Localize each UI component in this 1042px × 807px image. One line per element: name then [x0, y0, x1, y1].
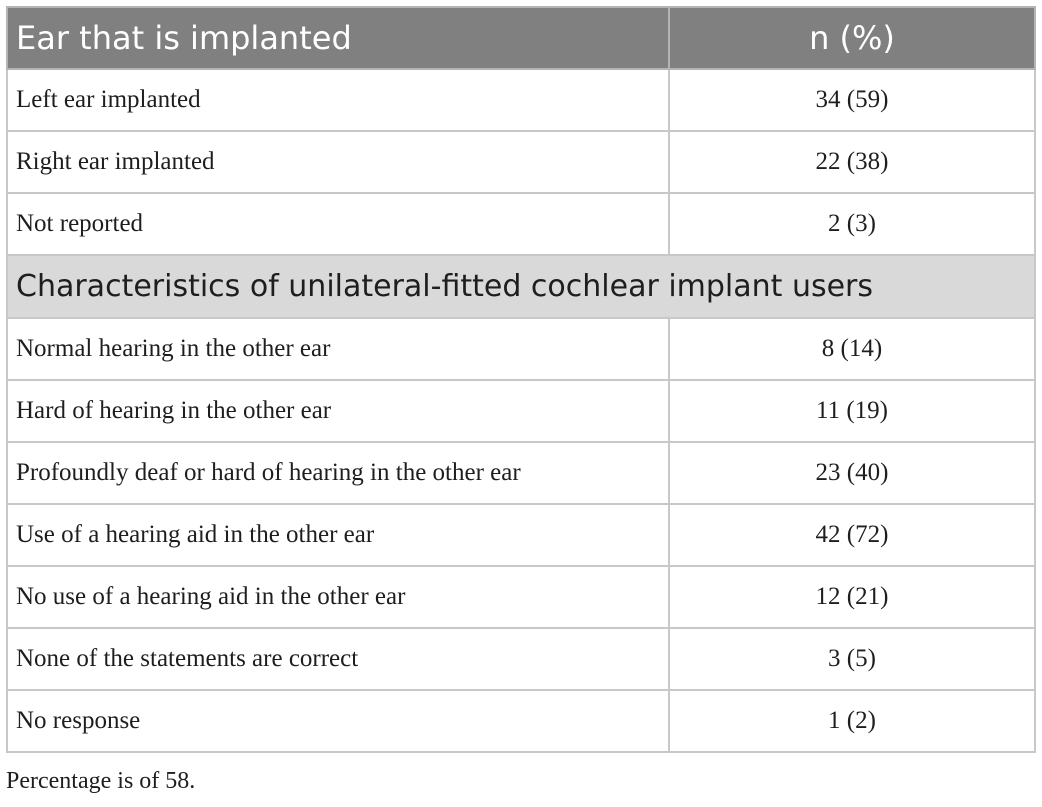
row-label: No use of a hearing aid in the other ear [7, 566, 669, 628]
table-row [7, 628, 1035, 690]
row-value: 22 (38) [669, 131, 1035, 193]
row-value: 2 (3) [669, 193, 1035, 255]
row-value: 23 (40) [669, 442, 1035, 504]
row-value: 34 (59) [669, 69, 1035, 131]
header-n-percent: n (%) [669, 7, 1035, 69]
implant-characteristics-table [6, 6, 1036, 753]
row-value: 8 (14) [669, 318, 1035, 380]
row-label: Normal hearing in the other ear [7, 318, 669, 380]
row-label: Left ear implanted [7, 69, 669, 131]
row-label: Hard of hearing in the other ear [7, 380, 669, 442]
table-row [7, 131, 1035, 193]
row-value: 3 (5) [669, 628, 1035, 690]
table-row [7, 442, 1035, 504]
data-table-container [6, 6, 1034, 753]
table-row [7, 504, 1035, 566]
row-label: None of the statements are correct [7, 628, 669, 690]
row-value: 12 (21) [669, 566, 1035, 628]
row-value: 11 (19) [669, 380, 1035, 442]
table-row [7, 690, 1035, 752]
section-title-unilateral: Characteristics of unilateral-fitted cochlear implant users [7, 255, 1035, 318]
row-value: 1 (2) [669, 690, 1035, 752]
row-label: Profoundly deaf or hard of hearing in the other ear [7, 442, 669, 504]
row-label: Not reported [7, 193, 669, 255]
header-ear-implanted: Ear that is implanted [7, 7, 669, 69]
table-row [7, 566, 1035, 628]
table-footnote: Percentage is of 58. [6, 768, 196, 794]
section-header-row [7, 255, 1035, 318]
row-label: No response [7, 690, 669, 752]
table-header-row [7, 7, 1035, 69]
table-row [7, 193, 1035, 255]
row-label: Right ear implanted [7, 131, 669, 193]
table-row [7, 380, 1035, 442]
table-row [7, 318, 1035, 380]
row-label: Use of a hearing aid in the other ear [7, 504, 669, 566]
table-row [7, 69, 1035, 131]
row-value: 42 (72) [669, 504, 1035, 566]
